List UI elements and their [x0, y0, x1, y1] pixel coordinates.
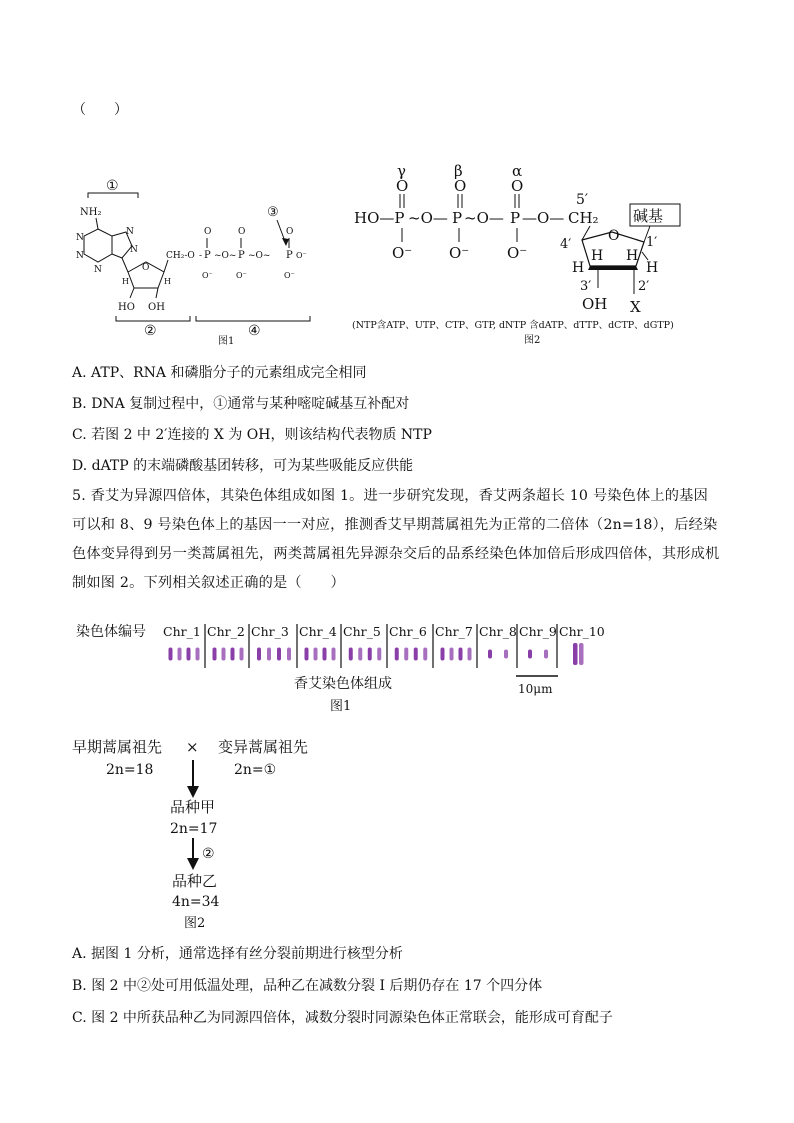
svg-text:O: O — [142, 263, 150, 273]
svg-text:H: H — [646, 260, 659, 276]
chromosome-7-2 — [450, 648, 454, 661]
label-1: ① — [106, 178, 119, 194]
answer-blank: （ ） — [72, 102, 128, 118]
svg-text:O⁻: O⁻ — [284, 271, 295, 280]
chromosome-2-4 — [240, 648, 244, 661]
figure-2-ntp-structure — [350, 156, 730, 346]
q5-option-a: A. 据图 1 分析，通常选择有丝分裂前期进行核型分析 — [72, 946, 403, 962]
label-3: ③ — [267, 205, 279, 220]
chr-label-7: Chr_7 — [435, 624, 473, 639]
brace-2 — [116, 316, 190, 321]
label-4: ④ — [248, 323, 261, 339]
q5-option-b: B. 图 2 中②处可用低温处理，品种乙在减数分裂 I 后期仍存在 17 个四分体 — [72, 978, 543, 994]
svg-text:~O~: ~O~ — [248, 251, 271, 261]
early-chrom-number: 2n=18 — [106, 762, 154, 778]
svg-text:O: O — [286, 227, 294, 237]
chromosome-1-3 — [187, 648, 191, 661]
anhydride-bond-2: ~O— — [464, 209, 504, 227]
q4-option-d: D. dATP 的末端磷酸基团转移，可为某些吸能反应供能 — [72, 458, 414, 474]
phosphate-beta: P — [452, 209, 463, 227]
svg-text:N: N — [76, 251, 84, 261]
brace-4 — [196, 316, 310, 321]
karyotype-caption: 图1 — [330, 699, 352, 714]
chromosome-3-3 — [277, 648, 281, 661]
svg-text:H: H — [164, 277, 171, 286]
q5-stem: 5. 香艾为异源四倍体，其染色体组成如图 1。进一步研究发现，香艾两条超长 10 号染色体上的基因可以和 8、9 号染色体上的基因一一对应，推测香艾早期蒿属祖先为正常的二倍体（2n=18），后经染色体变异得到另一类蒿属祖先，两类蒿属祖先异源杂交后的品系经染色体加倍后形成四倍体，其形成机制如图 2。下列相关叙述正确的是（ ） — [72, 488, 720, 591]
chromosome-6-2 — [404, 648, 408, 661]
svg-text:H: H — [626, 248, 639, 264]
chromosome-3-4 — [287, 648, 291, 661]
chromosome-4-3 — [323, 648, 327, 661]
chromosome-9-2 — [544, 650, 548, 659]
chromosome-2-3 — [231, 648, 235, 661]
ester-bond: —O— — [522, 209, 565, 227]
chromosome-1-2 — [178, 648, 182, 661]
chromosome-7-4 — [468, 648, 472, 661]
svg-text:O: O — [238, 227, 246, 237]
svg-text:N: N — [130, 245, 138, 255]
ntp-note: (NTP含ATP、UTP、CTP、GTP, dNTP 含dATP、dTTP、dCTP、dGTP) — [352, 320, 674, 331]
ch2-o: CH₂-O — [166, 251, 195, 261]
svg-text:~O~: ~O~ — [214, 251, 237, 261]
chr-label-5: Chr_5 — [343, 624, 381, 639]
svg-text:O: O — [204, 227, 212, 237]
label-4-prime: 4′ — [560, 237, 572, 252]
chromosome-4-4 — [332, 648, 336, 661]
svg-text:-: - — [199, 251, 203, 261]
svg-text:O⁻: O⁻ — [507, 244, 528, 262]
svg-text:O⁻: O⁻ — [236, 271, 247, 280]
karyotype-figure — [72, 618, 722, 718]
purine-ring — [84, 229, 112, 262]
chromosome-10-1 — [573, 643, 578, 665]
chromosome-8-2 — [504, 650, 508, 659]
q4-option-a: A. ATP、RNA 和磷脂分子的元素组成完全相同 — [72, 365, 367, 381]
oh-3-prime: OH — [582, 295, 608, 313]
variant-ancestor: 变异蒿属祖先 — [218, 738, 309, 756]
chromosome-4-2 — [314, 648, 318, 661]
variety-a-chrom-number: 2n=17 — [170, 821, 218, 837]
ho-group: HO — [118, 302, 135, 313]
chr-label-10: Chr_10 — [559, 624, 605, 639]
chromosome-5-2 — [358, 648, 362, 661]
svg-text:N: N — [126, 227, 134, 237]
label-5-prime: 5′ — [576, 192, 589, 208]
chromosome-7-1 — [441, 648, 445, 661]
mechanism-figure — [72, 734, 352, 934]
svg-text:H: H — [122, 277, 129, 286]
variant-chrom-number: 2n=① — [234, 762, 277, 778]
alpha-label: α — [512, 162, 523, 180]
svg-text:O: O — [396, 177, 409, 195]
chromosome-3-1 — [257, 648, 261, 661]
anhydride-bond-1: ~O— — [408, 209, 448, 227]
chr-label-1: Chr_1 — [163, 624, 201, 639]
phosphate-alpha: P — [510, 209, 521, 227]
chr-label-8: Chr_8 — [479, 624, 517, 639]
svg-text:N: N — [76, 233, 84, 243]
early-ancestor: 早期蒿属祖先 — [72, 738, 163, 756]
chromosome-9-1 — [528, 650, 532, 659]
ch2-group: CH₂ — [568, 209, 599, 227]
figure-1-caption: 图1 — [218, 336, 235, 346]
figure-1-atp-structure — [70, 176, 350, 346]
variety-b-chrom-number: 4n=34 — [172, 894, 220, 910]
chr-label-3: Chr_3 — [251, 624, 289, 639]
scale-label: 10μm — [518, 682, 553, 696]
chromosome-2-1 — [213, 648, 217, 661]
svg-text:H: H — [572, 260, 585, 276]
chromosome-7-3 — [459, 648, 463, 661]
chromosome-6-3 — [414, 648, 418, 661]
chromosome-6-4 — [423, 648, 427, 661]
cross-symbol: × — [186, 738, 199, 756]
figure-2-caption: 图2 — [524, 335, 541, 346]
chromosome-5-4 — [377, 648, 381, 661]
chr-label-9: Chr_9 — [519, 624, 557, 639]
label-2-prime: 2′ — [638, 279, 650, 294]
q4-option-c: C. 若图 2 中 2′连接的 X 为 OH，则该结构代表物质 NTP — [72, 427, 432, 443]
chr-label-6: Chr_6 — [389, 624, 427, 639]
label-3-prime: 3′ — [580, 279, 592, 294]
q4-option-b: B. DNA 复制过程中，①通常与某种嘧啶碱基互补配对 — [72, 396, 410, 412]
svg-text:O⁻: O⁻ — [202, 271, 213, 280]
base-label: 碱基 — [633, 207, 664, 225]
label-1-prime: 1′ — [646, 235, 658, 250]
chromosome-10-2 — [579, 643, 584, 665]
ho-p-group: HO—P — [354, 209, 405, 227]
chromosome-5-1 — [349, 648, 353, 661]
chromosome-4-1 — [305, 648, 309, 661]
ring-oxygen: O — [608, 228, 620, 244]
svg-text:O: O — [454, 177, 467, 195]
chr-label-4: Chr_4 — [299, 624, 337, 639]
phosphate-1: P — [204, 250, 211, 261]
oh-group: OH — [148, 302, 165, 313]
chromosome-1-1 — [169, 648, 173, 661]
variety-a: 品种甲 — [170, 798, 216, 816]
chromosome-1-4 — [196, 648, 200, 661]
svg-text:H: H — [591, 248, 604, 264]
x-substituent: X — [630, 298, 641, 316]
gamma-label: γ — [397, 162, 406, 180]
variety-b: 品种乙 — [172, 872, 218, 890]
svg-text:O⁻: O⁻ — [296, 251, 307, 260]
chr-label-2: Chr_2 — [207, 624, 245, 639]
karyotype-subtitle: 香艾染色体组成 — [294, 676, 392, 692]
label-2: ② — [144, 323, 157, 339]
phosphate-2: P — [238, 250, 245, 261]
chromosome-8-1 — [488, 650, 492, 659]
chromosome-3-2 — [267, 648, 271, 661]
nh2-label: NH₂ — [80, 207, 102, 218]
step-2-label: ② — [202, 846, 215, 862]
beta-label: β — [454, 162, 463, 180]
svg-text:O: O — [511, 177, 524, 195]
phosphate-3: P — [286, 250, 293, 261]
svg-text:N: N — [94, 265, 102, 275]
svg-text:O⁻: O⁻ — [392, 244, 413, 262]
chromosome-2-2 — [222, 648, 226, 661]
chromosome-5-3 — [368, 648, 372, 661]
q5-option-c: C. 图 2 中所获品种乙为同源四倍体，减数分裂时同源染色体正常联会，能形成可育配子 — [72, 1010, 613, 1026]
chromosome-6-1 — [395, 648, 399, 661]
svg-text:O⁻: O⁻ — [449, 244, 470, 262]
karyotype-header: 染色体编号 — [76, 624, 146, 640]
mechanism-caption: 图2 — [184, 916, 206, 931]
